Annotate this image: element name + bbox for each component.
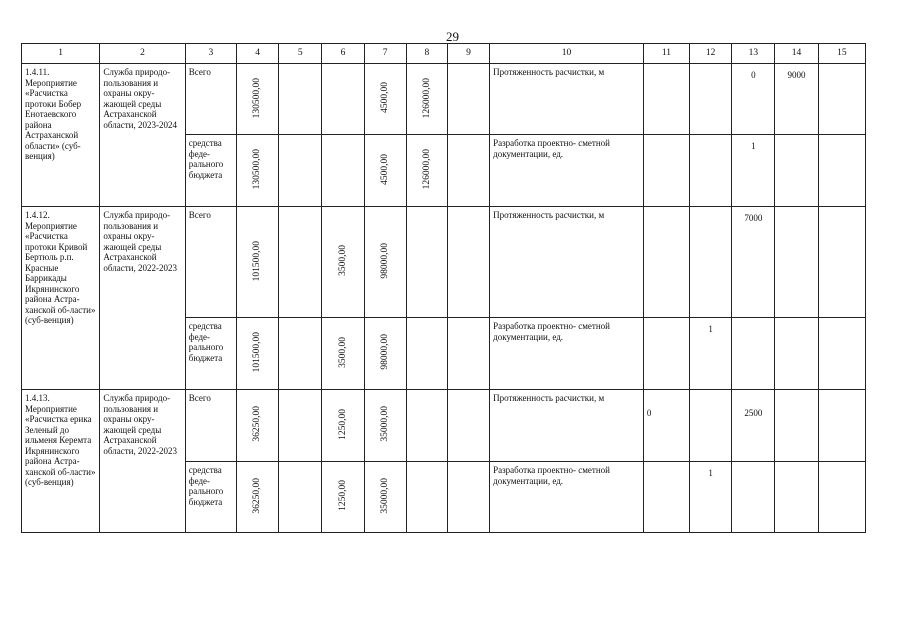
value-cell: 9000	[775, 64, 818, 135]
indicator-cell: Протяженность расчистки, м	[490, 390, 644, 462]
header-cell: 6	[322, 44, 364, 64]
amount-cell	[279, 462, 322, 533]
amount-cell: 126000,00	[406, 64, 447, 135]
value-cell	[643, 207, 689, 318]
header-cell: 3	[185, 44, 236, 64]
amount-cell	[447, 390, 489, 462]
value-cell	[690, 64, 732, 135]
executor-cell: Служба природо-пользования и охраны окру-жающей среды Астраханской области, 2023-2024	[100, 64, 185, 207]
amount-cell	[447, 462, 489, 533]
amount-cell	[322, 64, 364, 135]
source-cell: Всего	[185, 64, 236, 135]
amount-cell	[279, 207, 322, 318]
amount-cell: 4500,00	[364, 64, 406, 135]
amount-cell	[406, 207, 447, 318]
indicator-cell: Протяженность расчистки, м	[490, 207, 644, 318]
measure-cell: 1.4.11. Мероприятие «Расчистка протоки Бобер Енотаевского района Астраханской области» (суб-венция)	[22, 64, 100, 207]
value-cell: 1	[690, 318, 732, 390]
value-cell: 2500	[732, 390, 775, 462]
amount-cell	[322, 135, 364, 207]
value-cell	[775, 207, 818, 318]
value-cell	[818, 64, 865, 135]
value-cell: 0	[732, 64, 775, 135]
value-cell	[643, 462, 689, 533]
amount-cell	[447, 207, 489, 318]
amount-cell	[447, 64, 489, 135]
executor-cell: Служба природо-пользования и охраны окру-жающей среды Астраханской области, 2022-2023	[100, 207, 185, 390]
amount-cell: 36250,00	[236, 462, 278, 533]
value-cell: 0	[643, 390, 689, 462]
table-row	[22, 64, 866, 135]
amount-cell: 101500,00	[236, 318, 278, 390]
amount-cell: 130500,00	[236, 64, 278, 135]
indicator-cell: Протяженность расчистки, м	[490, 64, 644, 135]
value-cell	[643, 318, 689, 390]
amount-cell: 1250,00	[322, 462, 364, 533]
page-number: 29	[446, 29, 459, 44]
value-cell	[818, 390, 865, 462]
value-cell	[732, 462, 775, 533]
program-table	[21, 43, 866, 533]
amount-cell	[406, 462, 447, 533]
value-cell	[775, 390, 818, 462]
value-cell	[690, 135, 732, 207]
amount-cell: 3500,00	[322, 207, 364, 318]
measure-cell: 1.4.12. Мероприятие «Расчистка протоки Кривой Бертюль р.п. Красные Баррикады Икрянинского района Астра-ханской об-ласти» (суб-венция)	[22, 207, 100, 390]
value-cell	[818, 207, 865, 318]
header-cell: 1	[22, 44, 100, 64]
amount-cell	[279, 64, 322, 135]
amount-cell: 35000,00	[364, 462, 406, 533]
value-cell	[775, 462, 818, 533]
value-cell	[643, 135, 689, 207]
value-cell: 1	[732, 135, 775, 207]
value-cell	[690, 390, 732, 462]
header-cell: 14	[775, 44, 818, 64]
amount-cell: 101500,00	[236, 207, 278, 318]
value-cell	[732, 318, 775, 390]
header-cell: 7	[364, 44, 406, 64]
source-cell: средства феде-рального бюджета	[185, 135, 236, 207]
executor-cell: Служба природо-пользования и охраны окру-жающей среды Астраханской области, 2022-2023	[100, 390, 185, 533]
amount-cell	[279, 390, 322, 462]
value-cell: 1	[690, 462, 732, 533]
table-row	[22, 390, 866, 462]
header-row	[22, 44, 866, 64]
header-cell: 10	[490, 44, 644, 64]
amount-cell: 3500,00	[322, 318, 364, 390]
indicator-cell: Разработка проектно- сметной документации, ед.	[490, 318, 644, 390]
source-cell: Всего	[185, 390, 236, 462]
value-cell	[818, 318, 865, 390]
amount-cell	[447, 135, 489, 207]
header-cell: 11	[643, 44, 689, 64]
amount-cell	[447, 318, 489, 390]
amount-cell: 36250,00	[236, 390, 278, 462]
header-cell: 12	[690, 44, 732, 64]
table-row	[22, 207, 866, 318]
amount-cell: 98000,00	[364, 207, 406, 318]
header-cell: 13	[732, 44, 775, 64]
amount-cell	[279, 318, 322, 390]
source-cell: Всего	[185, 207, 236, 318]
amount-cell: 35000,00	[364, 390, 406, 462]
header-cell: 4	[236, 44, 278, 64]
value-cell	[643, 64, 689, 135]
amount-cell	[406, 318, 447, 390]
header-cell: 2	[100, 44, 185, 64]
value-cell	[775, 318, 818, 390]
header-cell: 8	[406, 44, 447, 64]
value-cell	[775, 135, 818, 207]
indicator-cell: Разработка проектно- сметной документации, ед.	[490, 462, 644, 533]
header-cell: 5	[279, 44, 322, 64]
amount-cell: 126000,00	[406, 135, 447, 207]
measure-cell: 1.4.13. Мероприятие «Расчистка ерика Зеленый до ильменя Керемта Икрянинского района Астра-ханской об-ласти» (суб-венция)	[22, 390, 100, 533]
header-cell: 9	[447, 44, 489, 64]
source-cell: средства феде-рального бюджета	[185, 462, 236, 533]
source-cell: средства феде-рального бюджета	[185, 318, 236, 390]
value-cell	[818, 135, 865, 207]
indicator-cell: Разработка проектно- сметной документации, ед.	[490, 135, 644, 207]
amount-cell: 1250,00	[322, 390, 364, 462]
value-cell	[690, 207, 732, 318]
value-cell: 7000	[732, 207, 775, 318]
amount-cell: 98000,00	[364, 318, 406, 390]
header-cell: 15	[818, 44, 865, 64]
amount-cell	[279, 135, 322, 207]
value-cell	[818, 462, 865, 533]
amount-cell	[406, 390, 447, 462]
amount-cell: 4500,00	[364, 135, 406, 207]
amount-cell: 130500,00	[236, 135, 278, 207]
